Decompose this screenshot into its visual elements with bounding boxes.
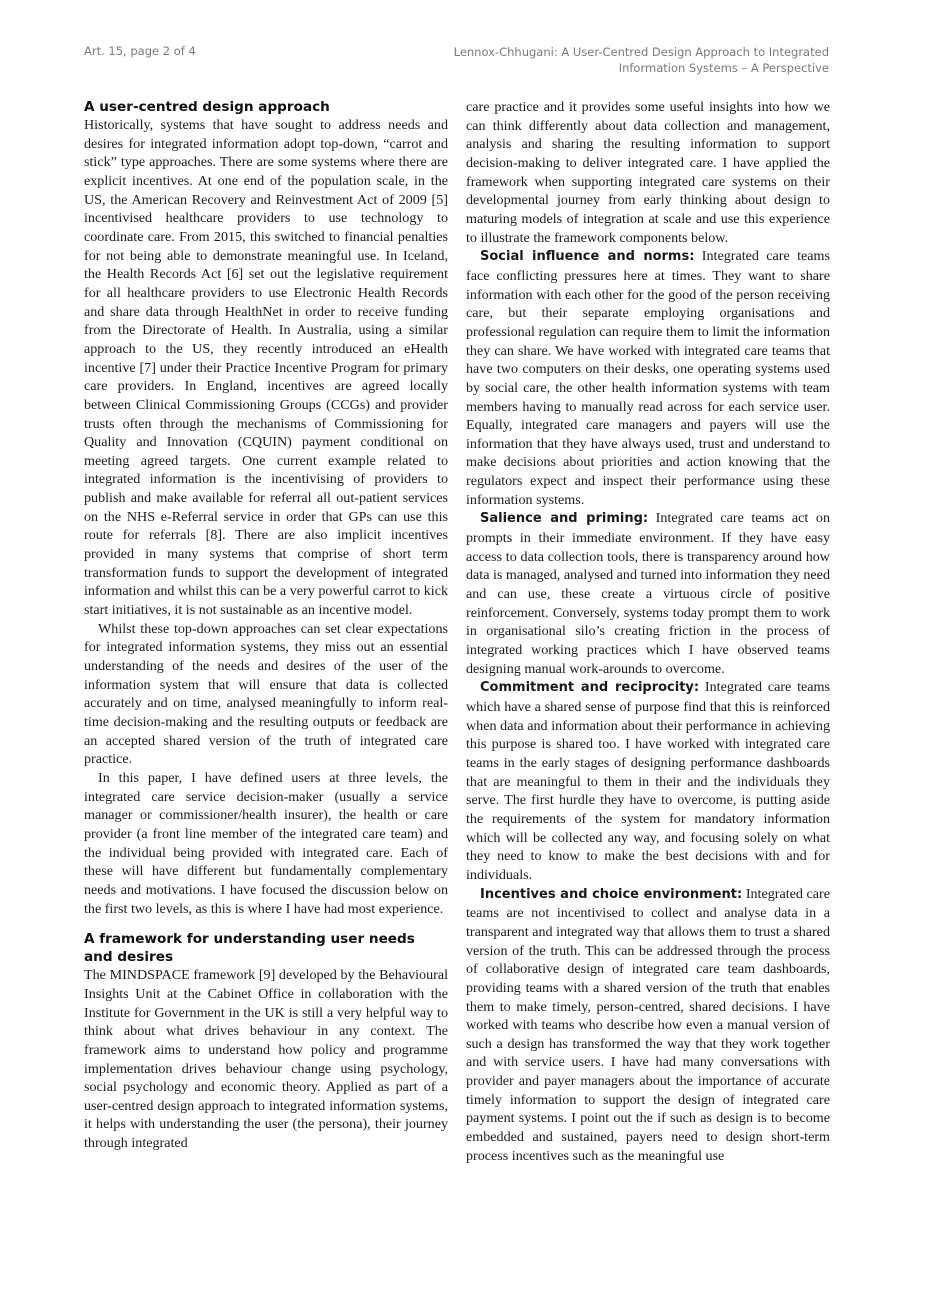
paragraph: The MINDSPACE framework [9] developed by the Behavioural Insights Unit at the Cabinet Office in collaboration with the Institute for Government in the UK is still a very helpful way to think about what drives behaviour in any context. The framework aims to understand how policy and programme implementation drives behaviour change using psychology, social psychology and economic theory. Applied as part of a user-centred design approach to integrated information systems, it helps with understanding the user (the persona), their journey through integrated — [84, 967, 448, 1152]
paragraph-text: Integrated care teams act on prompts in their immediate environment. If they have easy access to data collection tools, there is transparency around how data is managed, analysed and turned into information they need and can use, these create a virtuous circle of positive reinforcement. Conversely, systems today prompt them to work in organisational silo’s creating friction in the process of integrated working practices which I have observed teams designing manual work-arounds to overcome. — [466, 510, 830, 677]
section-heading-framework: A framework for understanding user needs and desires — [84, 931, 415, 966]
paragraph: In this paper, I have defined users at three levels, the integrated care service decision-maker (usually a service manager or commissioner/health insurer), the health or care provider (a front line member of the integrated care team) and the individual being provided with integrated care. Each of these will have different but fundamentally complementary needs and motivations. I have focused the discussion below on the first two levels, as this is where I have had most experience. — [84, 769, 448, 917]
run-in-heading: Social influence and norms: — [480, 249, 695, 265]
paragraph: care practice and it provides some useful insights into how we can think differently about data collection and management, analysis and sharing the resulting information to support decision-making to deliver integrated care. I have applied the framework when supporting integrated care systems on their developmental journey from early thinking about design to maturing models of integration at scale and use this experience to illustrate the framework components below. — [466, 99, 830, 246]
right-column — [466, 98, 830, 1165]
paragraph-commitment — [466, 678, 830, 884]
running-header-title-line2: Information Systems – A Perspective — [618, 61, 829, 75]
run-in-heading: Incentives and choice environment: — [480, 886, 743, 902]
running-header-title — [409, 44, 829, 76]
running-header-page: Art. 15, page 2 of 4 — [84, 44, 196, 58]
running-header-title-line1: Lennox-Chhugani: A User-Centred Design Approach to Integrated — [453, 45, 829, 59]
paragraph-social-influence — [466, 247, 830, 509]
paragraph-incentives — [466, 885, 830, 1166]
paragraph: Whilst these top-down approaches can set clear expectations for integrated information systems, they miss out an essential understanding of the needs and desires of the user of the information system that will ensure that data is collected accurately and on time, analysed meaningfully to inform real-time decision-making and the resulting outputs or feedback are an accepted shared version of the truth of integrated care practice. — [84, 620, 448, 768]
paragraph-text: Integrated care teams face conflicting pressures here at times. They want to share information with each other for the good of the person receiving care, but their separate employing organisations and professional regulation can require them to limit the information they can share. We have worked with integrated care teams that have two computers on their desks, one operating systems used by social care, the other health information systems with team members having to manually read across for each service user. Equally, integrated care managers and payers will use the information that they have always used, trust and understand to make decisions about priorities and action knowing that the regulators expect and inspect their performance using these information systems. — [466, 248, 830, 508]
paragraph: Historically, systems that have sought to address needs and desires for integrated information adopt top-down, “carrot and stick” type approaches. There are some systems where there are explicit incentives. At one end of the population scale, in the US, the American Recovery and Reinvestment Act of 2009 [5] incentivised healthcare providers to use technology to coordinate care. From 2015, this switched to financial penalties for not being able to demonstrate meaningful use. In Iceland, the Health Records Act [6] set out the legislative requirement for all healthcare providers to use Electronic Health Records and share data through HealthNet in order to receive funding from the Directorate of Health. In Australia, using a similar approach to the US, they recently introduced an eHealth incentive [7] under their Practice Incentive Program for primary care providers. In England, incentives are agreed locally between Clinical Commissioning Groups (CCGs) and provider trusts often through the mechanisms of Commissioning for Quality and Innovation (CQUIN) payment conditional on meeting agreed targets. One current example related to integrated information is the incentivising of providers to publish and make available for referral all out-patient services on the NHS e-Referral service in order that GPs can use this route for referrals [8]. There are also implicit incentives provided in many systems that comprise of short term transformation funds to support the development of integrated information and whilst this can be a very powerful carrot to kick start initiatives, it is not sustainable as an incentive model. — [84, 117, 448, 619]
paragraph-text: Integrated care teams are not incentivised to collect and analyse data in a transparent and integrated way that allows them to trust a shared version of the truth. This can be addressed through the process of collaborative design of integrated care team dashboards, providing teams with a shared version of the truth that enables them to make timely, person-centred, shared decisions. I have worked with teams who describe how even a manual version of such a design has transformed the way that they work together and with service users. I have had many conversations with provider and payer managers about the importance of accurate timely information to support the design of integrated care payment systems. I point out the if such as design is to become embedded and sustained, payers need to design short-term process incentives such as the meaningful use — [466, 885, 831, 1164]
run-in-heading: Salience and priming: — [480, 511, 649, 527]
paragraph-salience — [466, 509, 830, 678]
left-column — [84, 98, 448, 1153]
run-in-heading: Commitment and reciprocity: — [480, 680, 700, 696]
paragraph-text: Integrated care teams which have a shared sense of purpose find that this is reinforced when data and information about their performance in achieving this purpose is shared too. I have worked with integrated care teams in the early stages of designing performance dashboards that are meaningful to them in their and the individuals they serve. The first hurdle they have to overcome, is putting aside the requirements of the system for mandatory information which will be collected any way, and focusing solely on what they need to know to make the best decisions with and for individuals. — [466, 679, 830, 883]
section-heading-user-centred-design: A user-centred design approach — [84, 99, 330, 115]
